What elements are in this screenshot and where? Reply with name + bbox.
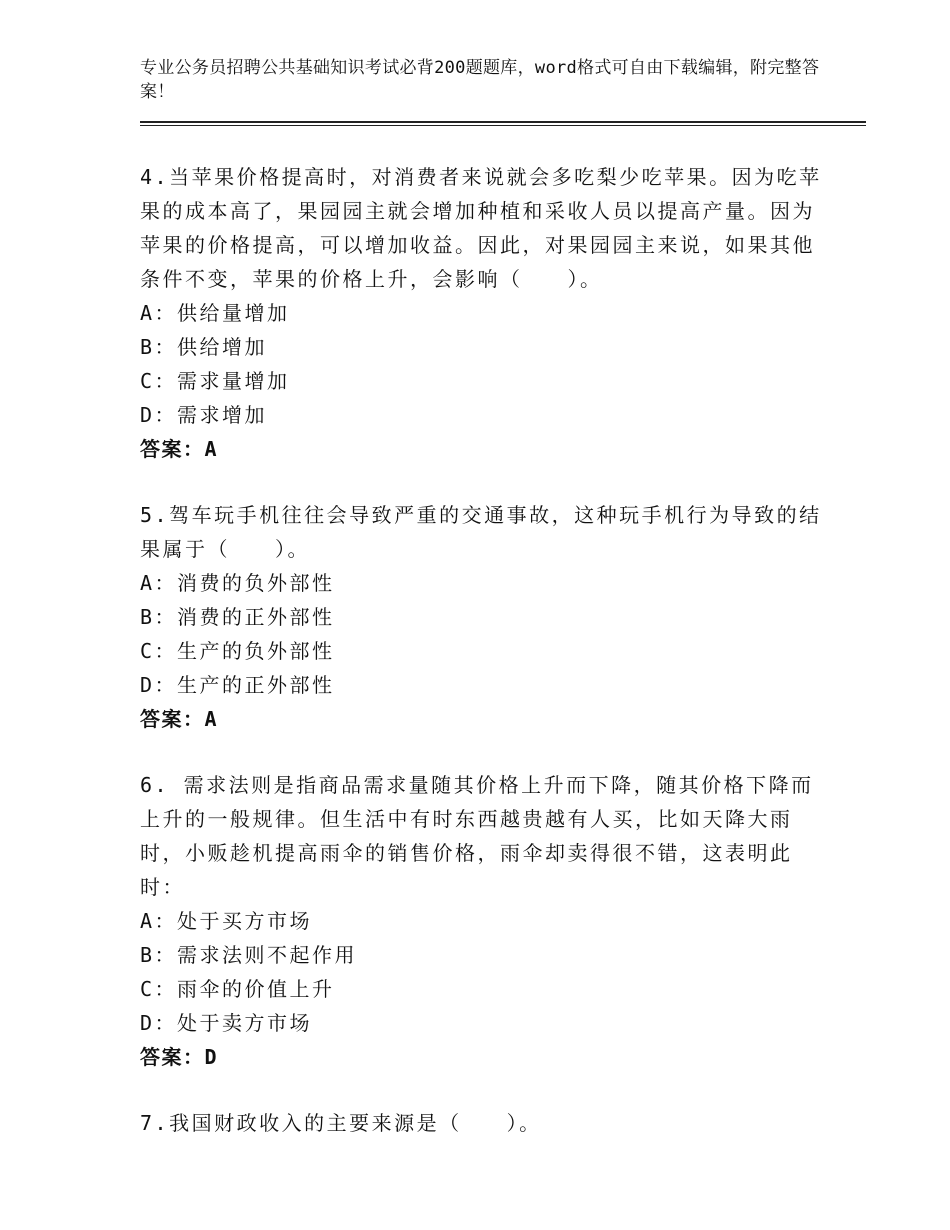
header-rule-thin (140, 125, 866, 126)
option-c: C：雨伞的价值上升 (140, 977, 335, 1001)
question-stem: 6. 需求法则是指商品需求量随其价格上升而下降，随其价格下降而上升的一般规律。但生活中有时东西越贵越有人买，比如天降大雨时，小贩趁机提高雨伞的销售价格，雨伞却卖得很不错，这表明此时： (140, 773, 814, 899)
option-a: A：消费的负外部性 (140, 571, 335, 595)
option-d: D：处于卖方市场 (140, 1011, 313, 1035)
option-d: D：生产的正外部性 (140, 673, 335, 697)
question-list (140, 160, 830, 1172)
question-stem: 4.当苹果价格提高时，对消费者来说就会多吃梨少吃苹果。因为吃苹果的成本高了，果园园主就会增加种植和采收人员以提高产量。因为苹果的价格提高，可以增加收益。因此，对果园园主来说，如果其他条件不变，苹果的价格上升，会影响（ ）。 (140, 165, 822, 291)
question-4 (140, 160, 830, 466)
option-c: C：生产的负外部性 (140, 639, 335, 663)
option-b: B：消费的正外部性 (140, 605, 335, 629)
option-d: D：需求增加 (140, 403, 268, 427)
option-b: B：供给增加 (140, 335, 268, 359)
document-header: 专业公务员招聘公共基础知识考试必背200题题库，word格式可自由下载编辑，附完整答案！ (140, 58, 820, 102)
answer: 答案：A (140, 437, 219, 461)
option-c: C：需求量增加 (140, 369, 290, 393)
question-6 (140, 768, 830, 1074)
option-a: A：供给量增加 (140, 301, 290, 325)
question-7 (140, 1106, 830, 1140)
option-b: B：需求法则不起作用 (140, 943, 358, 967)
question-5 (140, 498, 830, 736)
question-stem: 7.我国财政收入的主要来源是（ ）。 (140, 1111, 542, 1135)
answer: 答案：A (140, 707, 219, 731)
option-a: A：处于买方市场 (140, 909, 313, 933)
question-stem: 5.驾车玩手机往往会导致严重的交通事故，这种玩手机行为导致的结果属于（ ）。 (140, 503, 822, 561)
answer: 答案：D (140, 1045, 219, 1069)
header-rule (140, 121, 866, 123)
